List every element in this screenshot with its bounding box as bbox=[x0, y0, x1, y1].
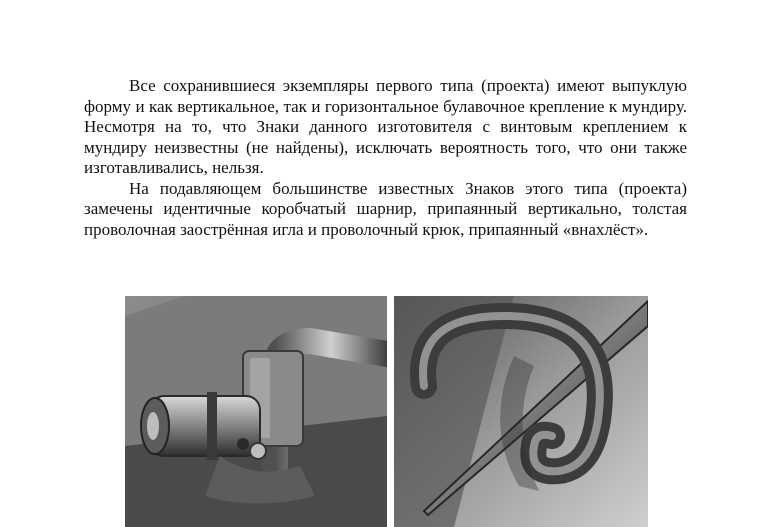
hinge-photo bbox=[125, 296, 387, 527]
paragraph-1: Все сохранившиеся экземпляры первого типа (проекта) имеют выпуклую форму и как вертикальное, так и горизонтальное булавочное крепление к мундиру. Несмотря на то, что Знаки данного изготовителя с винтовым креплением к мундиру неизвестны (не найдены), исключать вероятность того, что они также изготавливались, нельзя. bbox=[84, 76, 687, 177]
article-text bbox=[84, 76, 687, 240]
hook-needle-photo-image bbox=[394, 296, 648, 527]
hook-needle-photo bbox=[394, 296, 648, 527]
hinge-photo-image bbox=[125, 296, 387, 527]
paragraph-2: На подавляющем большинстве известных Знаков этого типа (проекта) замечены идентичные коробчатый шарнир, припаянный вертикально, толстая проволочная заострённая игла и проволочный крюк, припаянный «внахлёст». bbox=[84, 178, 687, 239]
